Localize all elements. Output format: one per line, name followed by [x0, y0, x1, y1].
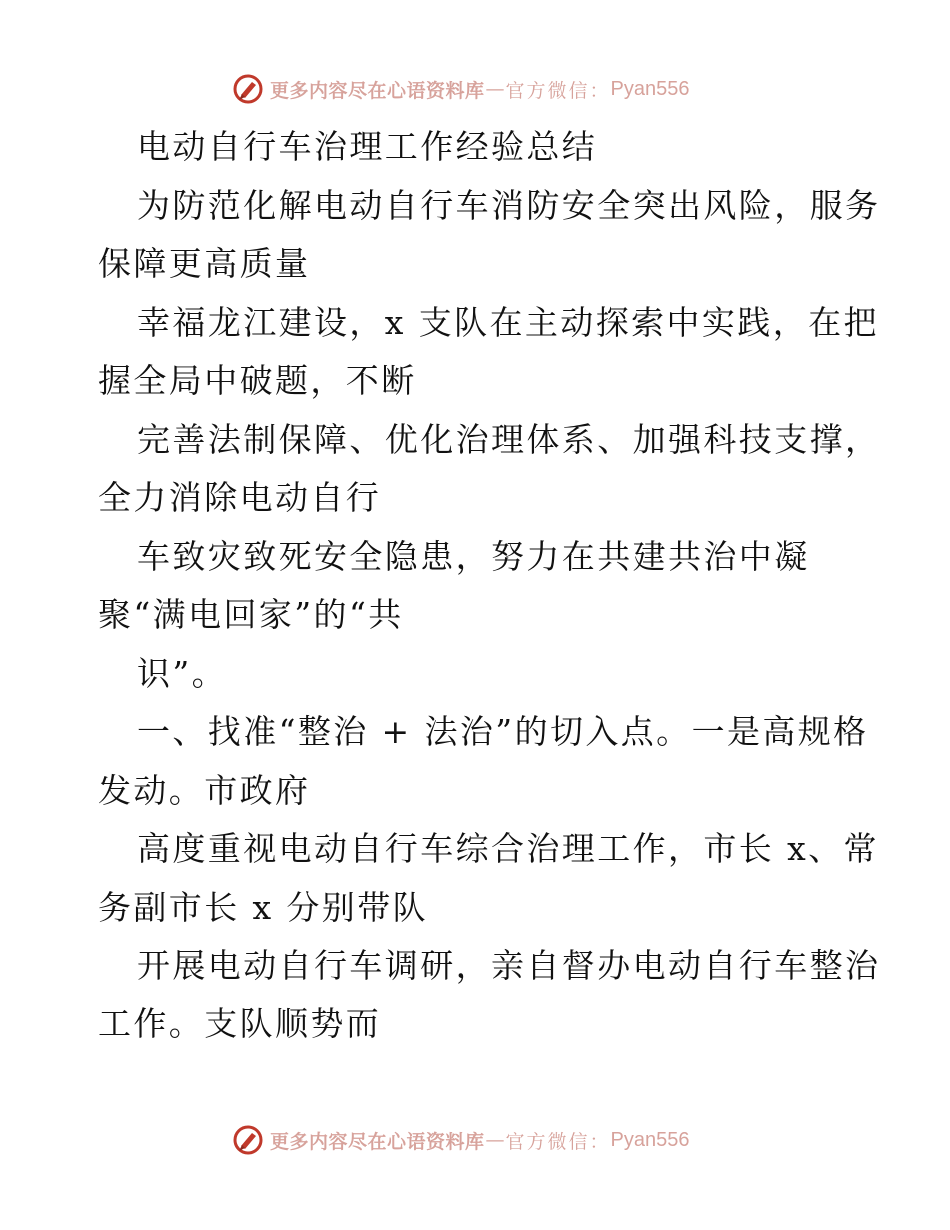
paragraph-line: 完善法制保障、优化治理体系、加强科技支撑，	[137, 420, 881, 459]
paragraph-line: 幸福龙江建设，x 支队在主动探索中实践，在把	[137, 303, 879, 342]
watermark-logo-icon	[232, 73, 264, 105]
section-heading-line: 一、找准“整治 + 法治”的切入点。一是高规格	[137, 712, 869, 751]
paragraph-line: 高度重视电动自行车综合治理工作，市长 x、常	[137, 829, 879, 868]
document-title: 电动自行车治理工作经验总结	[137, 127, 598, 166]
paragraph-line: 发动。市政府	[98, 771, 311, 810]
paragraph-line: 工作。支队顺势而	[98, 1004, 382, 1043]
watermark-wechat-id: Pyan556	[610, 77, 690, 100]
paragraph-line: 务副市长 x 分别带队	[98, 888, 428, 927]
header-watermark	[232, 72, 690, 106]
watermark-site-text: 更多内容尽在心语资料库	[270, 79, 485, 102]
paragraph-line: 开展电动自行车调研，亲自督办电动自行车整治	[137, 946, 881, 985]
watermark-dash: —	[485, 1129, 505, 1151]
paragraph-line: 保障更高质量	[98, 244, 311, 283]
paragraph-line: 握全局中破题，不断	[98, 361, 417, 400]
watermark-logo-icon	[232, 1124, 264, 1156]
watermark-wechat-label: 官方微信：	[505, 1130, 611, 1153]
paragraph-line: 为防范化解电动自行车消防安全突出风险，服务	[137, 186, 881, 225]
watermark-wechat-label: 官方微信：	[505, 79, 611, 102]
paragraph-line: 聚“满电回家”的“共	[98, 595, 404, 634]
paragraph-line: 全力消除电动自行	[98, 478, 382, 517]
watermark-site-text: 更多内容尽在心语资料库	[270, 1130, 485, 1153]
paragraph-line: 车致灾致死安全隐患，努力在共建共治中凝	[137, 537, 810, 576]
watermark-wechat-id: Pyan556	[610, 1128, 690, 1151]
footer-watermark	[232, 1123, 690, 1157]
watermark-dash: —	[485, 78, 505, 100]
paragraph-line: 识”。	[137, 654, 228, 693]
